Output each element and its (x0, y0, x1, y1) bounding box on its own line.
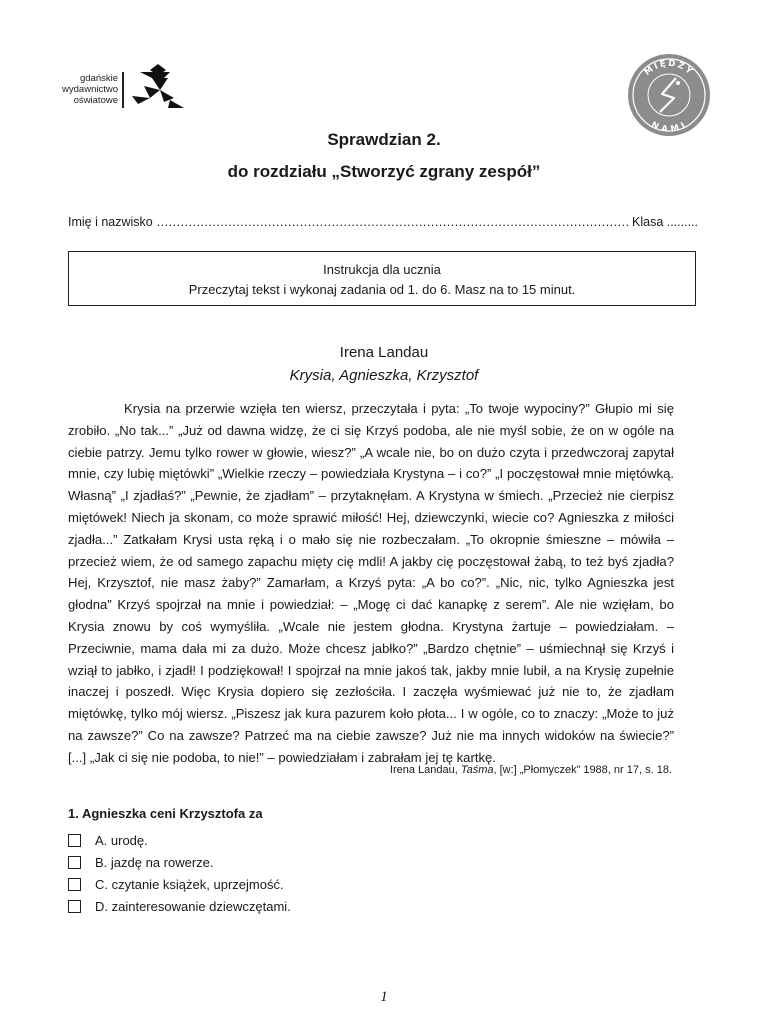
page-title: Sprawdzian 2. (327, 130, 441, 149)
question-1-options (68, 829, 291, 917)
option-d-checkbox[interactable] (68, 900, 81, 913)
source-title: Taśma (460, 764, 494, 776)
option-d-label: D. zainteresowanie dziewczętami. (95, 898, 291, 914)
option-a-checkbox[interactable] (68, 834, 81, 847)
name-field[interactable] (157, 215, 628, 229)
miedzy-nami-stamp-icon (626, 52, 712, 138)
question-1-prompt: 1. Agnieszka ceni Krzysztofa za (68, 806, 263, 821)
page-number: 1 (380, 989, 388, 1005)
publisher-divider (122, 72, 124, 108)
option-b[interactable] (68, 851, 291, 873)
option-c[interactable] (68, 873, 291, 895)
option-c-checkbox[interactable] (68, 878, 81, 891)
option-b-label: B. jazdę na rowerze. (95, 854, 214, 870)
source-suffix: , [w:] „Płomyczek” 1988, nr 17, s. 18. (493, 764, 672, 776)
class-label[interactable]: Klasa ......... (632, 215, 698, 229)
option-b-checkbox[interactable] (68, 856, 81, 869)
publisher-line-1: gdańskie (79, 73, 118, 84)
tangram-runner-icon (130, 64, 188, 110)
instructions-heading: Instrukcja dla ucznia (323, 262, 441, 277)
publisher-line-3: oświatowe (73, 95, 118, 106)
instructions-text: Przeczytaj tekst i wykonaj zadania od 1. do 6. Masz na to 15 minut. (188, 282, 576, 297)
option-d[interactable] (68, 895, 291, 917)
page-subtitle: do rozdziału „Stworzyć zgrany zespół” (227, 162, 541, 181)
instructions-box (68, 251, 696, 306)
name-label: Imię i nazwisko (68, 215, 153, 229)
reading-passage: Krysia na przerwie wzięła ten wiersz, przeczytała i pyta: „To twoje wypociny?” Głupio mi się zrobiło. „No tak...” „Już od dawna widzę, że ci się Krzyś podoba, ale nie myśl sobie, że on w ogóle na ciebie patrzy. Jemu tylko rower w głowie, wiesz?” „A wcale nie, bo on dużo czyta i przedwczoraj zapytał mnie, czy lubię miętówki” „Wielkie rzeczy – powiedziała Krystyna – i co?” „I poczęstował mnie miętówką. Własną” „I zjadłaś?” „Pewnie, że zjadłam” – przytaknęłam. A Krystyna w śmiech. „Przecież nie cierpisz miętówek! Niech ja skonam, co może sprawić miłość! Hej, dziewczynki, wiecie co? Agnieszka z miłości zjadła...” Zatkałam Krysi usta ręką i o mało się nie rozbeczałam. „To okropnie śmieszne – mówiła – przecież wiem, że od samego zapachu mięty cię mdli! A jakby cię poczęstował żabą, to też byś zjadła? Hej, Krzysztof, nie masz żaby?” Zamarłam, a Krzyś pyta: „A bo co?”. „Nic, nic, tylko Agnieszka jest głodna” Krzyś spojrzał na mnie i powiedział: – „Mogę ci dać kanapkę z serem”. Ale nie wzięłam, bo Krysia znowu by coś wymyśliła. „Wcale nie jestem głodna. Krystyna żartuje – powiedziałam. – Przeciwnie, mama dała mi za dużo. Może chcesz jabłko?” „Bardzo chętnie” – uśmiechnął się Krzyś i wziął to jabłko, i zjadł! I podziękował! I spojrzał na mnie jakoś tak, jakby mnie lubił, a na Krysię zupełnie inaczej i poszedł. Więc Krysia dopiero się zezłościła. I zaczęła wyśmiewać już nie to, że zjadłam miętówkę, tylko mój wiersz. „Piszesz jak kura pazurem koło płota... I w ogóle, co to znaczy: „Może to już na zawsze?” Co na zawsze? Patrzeć ma na ciebie zawsze? Już nie ma innych widoków na świecie?” [...] „Jak ci się nie podoba, to nie!” – powiedziałam i zabrałam jej tę kartkę. (68, 401, 674, 765)
publisher-logo (52, 64, 192, 114)
option-a[interactable] (68, 829, 291, 851)
option-c-label: C. czytanie książek, uprzejmość. (95, 876, 284, 892)
student-info-line (68, 215, 698, 229)
publisher-name (52, 73, 118, 106)
source-prefix: Irena Landau, (389, 764, 461, 776)
reading-title: Krysia, Agnieszka, Krzysztof (289, 367, 479, 384)
option-a-label: A. urodę. (95, 832, 148, 848)
reading-author: Irena Landau (339, 344, 429, 361)
svg-text:MIĘDZY: MIĘDZY (642, 58, 696, 78)
publisher-line-2: wydawnictwo (62, 84, 118, 95)
reading-source (390, 764, 672, 776)
svg-text:NAMI: NAMI (649, 119, 690, 135)
